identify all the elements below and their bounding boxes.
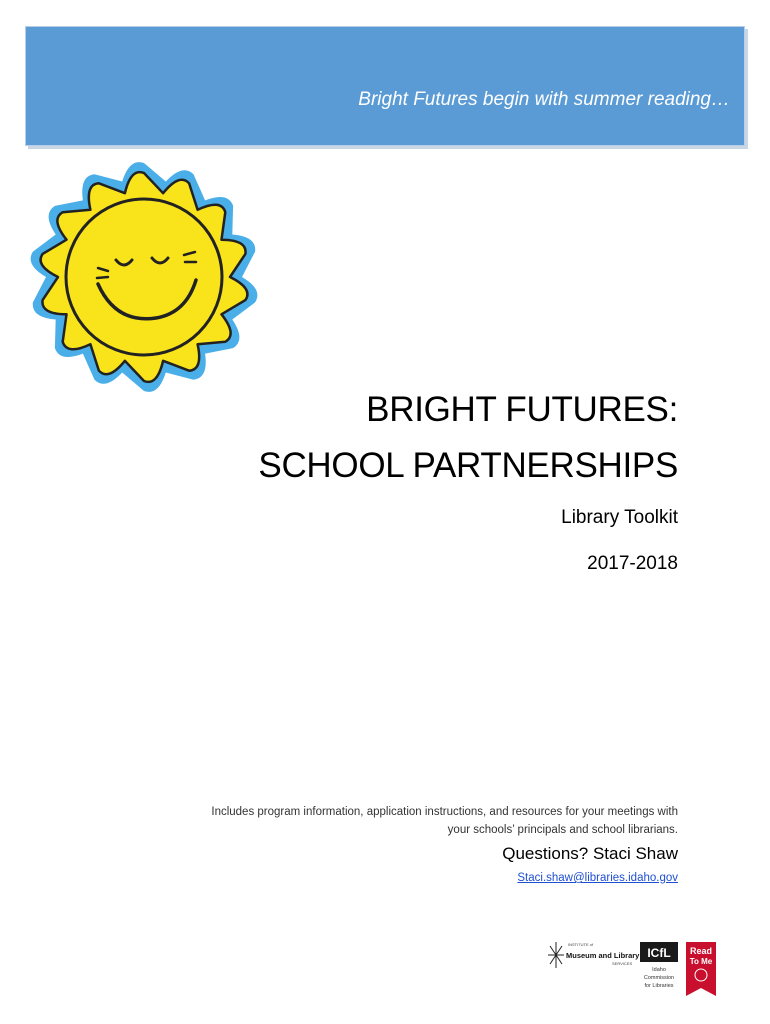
rtm-line-1: Read (689, 946, 713, 956)
document-description (178, 803, 678, 839)
contact-email-link[interactable]: Staci.shaw@libraries.idaho.gov (517, 872, 678, 884)
imls-logo (546, 938, 640, 972)
icfl-line-2: Commission (643, 975, 675, 981)
title-line-1: BRIGHT FUTURES: (366, 390, 678, 429)
icfl-mark: ICfL (647, 946, 671, 960)
contact-questions: Questions? Staci Shaw (502, 844, 678, 863)
imls-main: Museum and Library (566, 951, 640, 960)
rtm-line-2: To Me (689, 957, 713, 966)
imls-post: SERVICES (612, 961, 633, 966)
banner-tagline: Bright Futures begin with summer reading… (358, 89, 730, 110)
icfl-line-3: for Libraries (644, 983, 674, 989)
document-year: 2017-2018 (587, 553, 678, 574)
header-banner (25, 26, 745, 146)
read-to-me-logo (686, 942, 716, 996)
title-line-2: SCHOOL PARTNERSHIPS (258, 446, 678, 485)
icfl-logo (640, 942, 678, 992)
document-subtitle: Library Toolkit (561, 507, 678, 528)
imls-pre: INSTITUTE of (568, 942, 594, 947)
description-line-1: Includes program information, application instructions, and resources for your meetings with (211, 806, 678, 818)
description-line-2: your schools’ principals and school librarians. (447, 824, 678, 836)
smiling-sun-icon (28, 158, 260, 396)
icfl-line-1: Idaho (652, 967, 666, 973)
document-title (258, 382, 678, 494)
